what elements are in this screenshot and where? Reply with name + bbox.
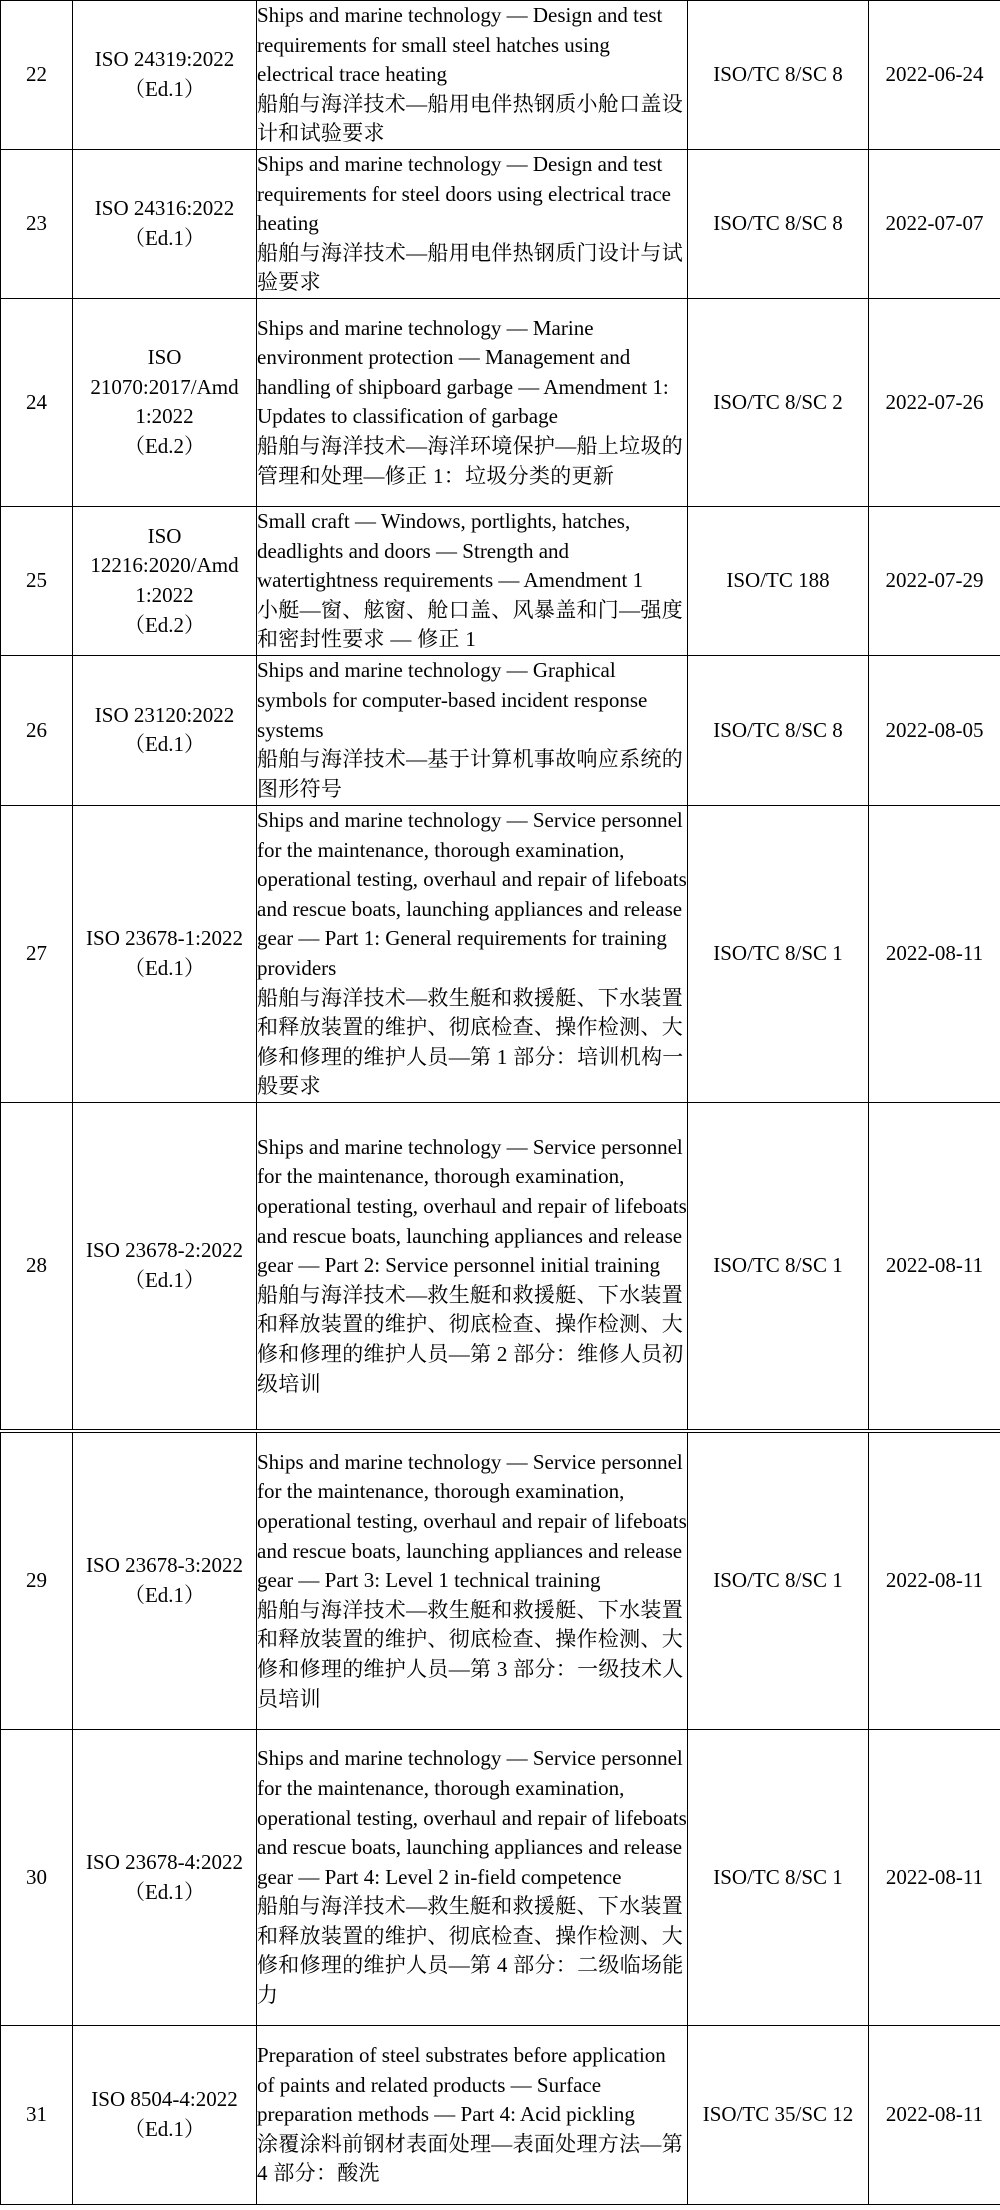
- standard-code-cell: [73, 805, 257, 1102]
- standard-code: ISO 23678-1:2022: [86, 926, 243, 951]
- publication-date: 2022-08-11: [869, 805, 1000, 1102]
- title-chinese: 船舶与海洋技术—救生艇和救援艇、下水装置和释放装置的维护、彻底检查、操作检测、大修和修理的维护人员—第 2 部分：维修人员初级培训: [257, 1282, 684, 1396]
- edition: （Ed.2）: [123, 434, 206, 459]
- edition: （Ed.1）: [123, 1879, 206, 1904]
- table-row: [1, 1433, 1000, 1730]
- edition: （Ed.1）: [123, 955, 206, 980]
- title-cell: [257, 506, 688, 655]
- standard-code-cell: [73, 2026, 257, 2205]
- title-chinese: 船舶与海洋技术—船用电伴热钢质小舱口盖设计和试验要求: [257, 91, 683, 146]
- row-number: 29: [1, 1433, 73, 1730]
- standard-code: ISO 23678-4:2022: [86, 1849, 243, 1874]
- title-cell: [257, 655, 688, 805]
- standard-code: ISO 8504-4:2022: [91, 2087, 238, 2112]
- table-row: [1, 298, 1000, 506]
- title-cell: [257, 2026, 688, 2205]
- table-row: [1, 149, 1000, 298]
- standard-code-cell: [73, 506, 257, 655]
- row-number: 23: [1, 149, 73, 298]
- publication-date: 2022-07-29: [869, 506, 1000, 655]
- title-english: Ships and marine technology — Service personnel for the maintenance, thorough examination, operational testing, overhaul and repair of lifeboats and rescue boats, launching appliances and release gear — Part 2: Service personnel initial training: [257, 1134, 687, 1278]
- table-row: [1, 1, 1000, 150]
- publication-date: 2022-07-07: [869, 149, 1000, 298]
- standard-code-cell: [73, 655, 257, 805]
- edition: （Ed.1）: [123, 76, 206, 101]
- title-chinese: 船舶与海洋技术—救生艇和救援艇、下水装置和释放装置的维护、彻底检查、操作检测、大修和修理的维护人员—第 4 部分：二级临场能力: [257, 1894, 684, 2008]
- row-number: 31: [1, 2026, 73, 2205]
- standard-code-cell: [73, 1102, 257, 1429]
- edition: （Ed.1）: [123, 2117, 206, 2141]
- title-chinese: 船舶与海洋技术—救生艇和救援艇、下水装置和释放装置的维护、彻底检查、操作检测、大修和修理的维护人员—第 3 部分：一级技术人员培训: [257, 1597, 684, 1711]
- title-cell: [257, 1730, 688, 2026]
- committee: ISO/TC 188: [688, 506, 869, 655]
- standard-code: ISO 23678-2:2022: [86, 1238, 243, 1263]
- title-cell: [257, 805, 688, 1102]
- publication-date: 2022-06-24: [869, 1, 1000, 150]
- table-row: [1, 2026, 1000, 2205]
- committee: ISO/TC 8/SC 1: [688, 805, 869, 1102]
- title-english: Ships and marine technology — Design and test requirements for steel doors using electrical trace heating: [257, 151, 671, 236]
- standard-code: ISO 23678-3:2022: [86, 1553, 243, 1578]
- table-row: [1, 655, 1000, 805]
- title-chinese: 船舶与海洋技术—基于计算机事故响应系统的图形符号: [257, 747, 683, 801]
- title-chinese: 船舶与海洋技术—救生艇和救援艇、下水装置和释放装置的维护、彻底检查、操作检测、大修和修理的维护人员—第 1 部分：培训机构一般要求: [257, 985, 684, 1099]
- committee: ISO/TC 8/SC 8: [688, 149, 869, 298]
- standard-code: ISO 23120:2022: [94, 702, 235, 727]
- row-number: 22: [1, 1, 73, 150]
- title-english: Ships and marine technology — Design and test requirements for small steel hatches using electrical trace heating: [257, 3, 663, 87]
- publication-date: 2022-08-11: [869, 1730, 1000, 2026]
- title-english: Small craft — Windows, portlights, hatches, deadlights and doors — Strength and watertightness requirements — Amendment 1: [257, 508, 644, 593]
- edition: （Ed.1）: [123, 225, 206, 250]
- publication-date: 2022-08-11: [869, 1433, 1000, 1730]
- edition: （Ed.2）: [123, 612, 206, 637]
- title-chinese: 船舶与海洋技术—海洋环境保护—船上垃圾的管理和处理—修正 1：垃圾分类的更新: [257, 434, 683, 488]
- title-chinese: 小艇—窗、舷窗、舱口盖、风暴盖和门—强度和密封性要求 — 修正 1: [257, 597, 683, 652]
- committee: ISO/TC 8/SC 1: [688, 1102, 869, 1429]
- standards-table-part-2: [0, 1432, 1000, 2205]
- row-number: 27: [1, 805, 73, 1102]
- standard-code: ISO 24319:2022: [94, 47, 235, 72]
- title-english: Ships and marine technology — Service personnel for the maintenance, thorough examination, operational testing, overhaul and repair of lifeboats and rescue boats, launching appliances and release gear — Part 1: General requirements for training providers: [257, 808, 687, 980]
- title-cell: [257, 149, 688, 298]
- standard-code-cell: [73, 1, 257, 150]
- row-number: 30: [1, 1730, 73, 2026]
- standard-code: ISO 21070:2017/Amd 1:2022: [90, 345, 239, 429]
- row-number: 26: [1, 655, 73, 805]
- table-row: [1, 1730, 1000, 2026]
- committee: ISO/TC 8/SC 1: [688, 1730, 869, 2026]
- edition: （Ed.1）: [123, 1267, 206, 1292]
- table-row: [1, 1102, 1000, 1429]
- row-number: 24: [1, 298, 73, 506]
- publication-date: 2022-08-11: [869, 2026, 1000, 2205]
- standard-code: ISO 12216:2020/Amd 1:2022: [90, 523, 239, 607]
- table-row: [1, 506, 1000, 655]
- title-cell: [257, 1102, 688, 1429]
- title-english: Preparation of steel substrates before application of paints and related products — Surface preparation methods — Part 4: Acid pickling: [257, 2043, 666, 2127]
- edition: （Ed.1）: [123, 1583, 206, 1607]
- title-english: Ships and marine technology — Service personnel for the maintenance, thorough examination, operational testing, overhaul and repair of lifeboats and rescue boats, launching appliances and release gear — Part 3: Level 1 technical training: [257, 1449, 687, 1593]
- title-cell: [257, 298, 688, 506]
- committee: ISO/TC 8/SC 8: [688, 655, 869, 805]
- committee: ISO/TC 8/SC 1: [688, 1433, 869, 1730]
- title-english: Ships and marine technology — Marine environment protection — Management and handling of shipboard garbage — Amendment 1: Updates to classification of garbage: [257, 315, 669, 429]
- committee: ISO/TC 8/SC 2: [688, 298, 869, 506]
- edition: （Ed.1）: [123, 732, 206, 757]
- title-english: Ships and marine technology — Service personnel for the maintenance, thorough examination, operational testing, overhaul and repair of lifeboats and rescue boats, launching appliances and release gear — Part 4: Level 2 in-field competence: [257, 1746, 687, 1889]
- publication-date: 2022-08-11: [869, 1102, 1000, 1429]
- publication-date: 2022-08-05: [869, 655, 1000, 805]
- standard-code-cell: [73, 1730, 257, 2026]
- standard-code: ISO 24316:2022: [94, 196, 235, 221]
- standard-code-cell: [73, 298, 257, 506]
- standard-code-cell: [73, 1433, 257, 1730]
- title-cell: [257, 1433, 688, 1730]
- row-number: 25: [1, 506, 73, 655]
- title-cell: [257, 1, 688, 150]
- title-chinese: 涂覆涂料前钢材表面处理—表面处理方法—第 4 部分：酸洗: [257, 2131, 683, 2186]
- committee: ISO/TC 8/SC 8: [688, 1, 869, 150]
- row-number: 28: [1, 1102, 73, 1429]
- committee: ISO/TC 35/SC 12: [688, 2026, 869, 2205]
- table-row: [1, 805, 1000, 1102]
- title-english: Ships and marine technology — Graphical symbols for computer-based incident response systems: [257, 658, 648, 742]
- standard-code-cell: [73, 149, 257, 298]
- publication-date: 2022-07-26: [869, 298, 1000, 506]
- title-chinese: 船舶与海洋技术—船用电伴热钢质门设计与试验要求: [257, 240, 683, 295]
